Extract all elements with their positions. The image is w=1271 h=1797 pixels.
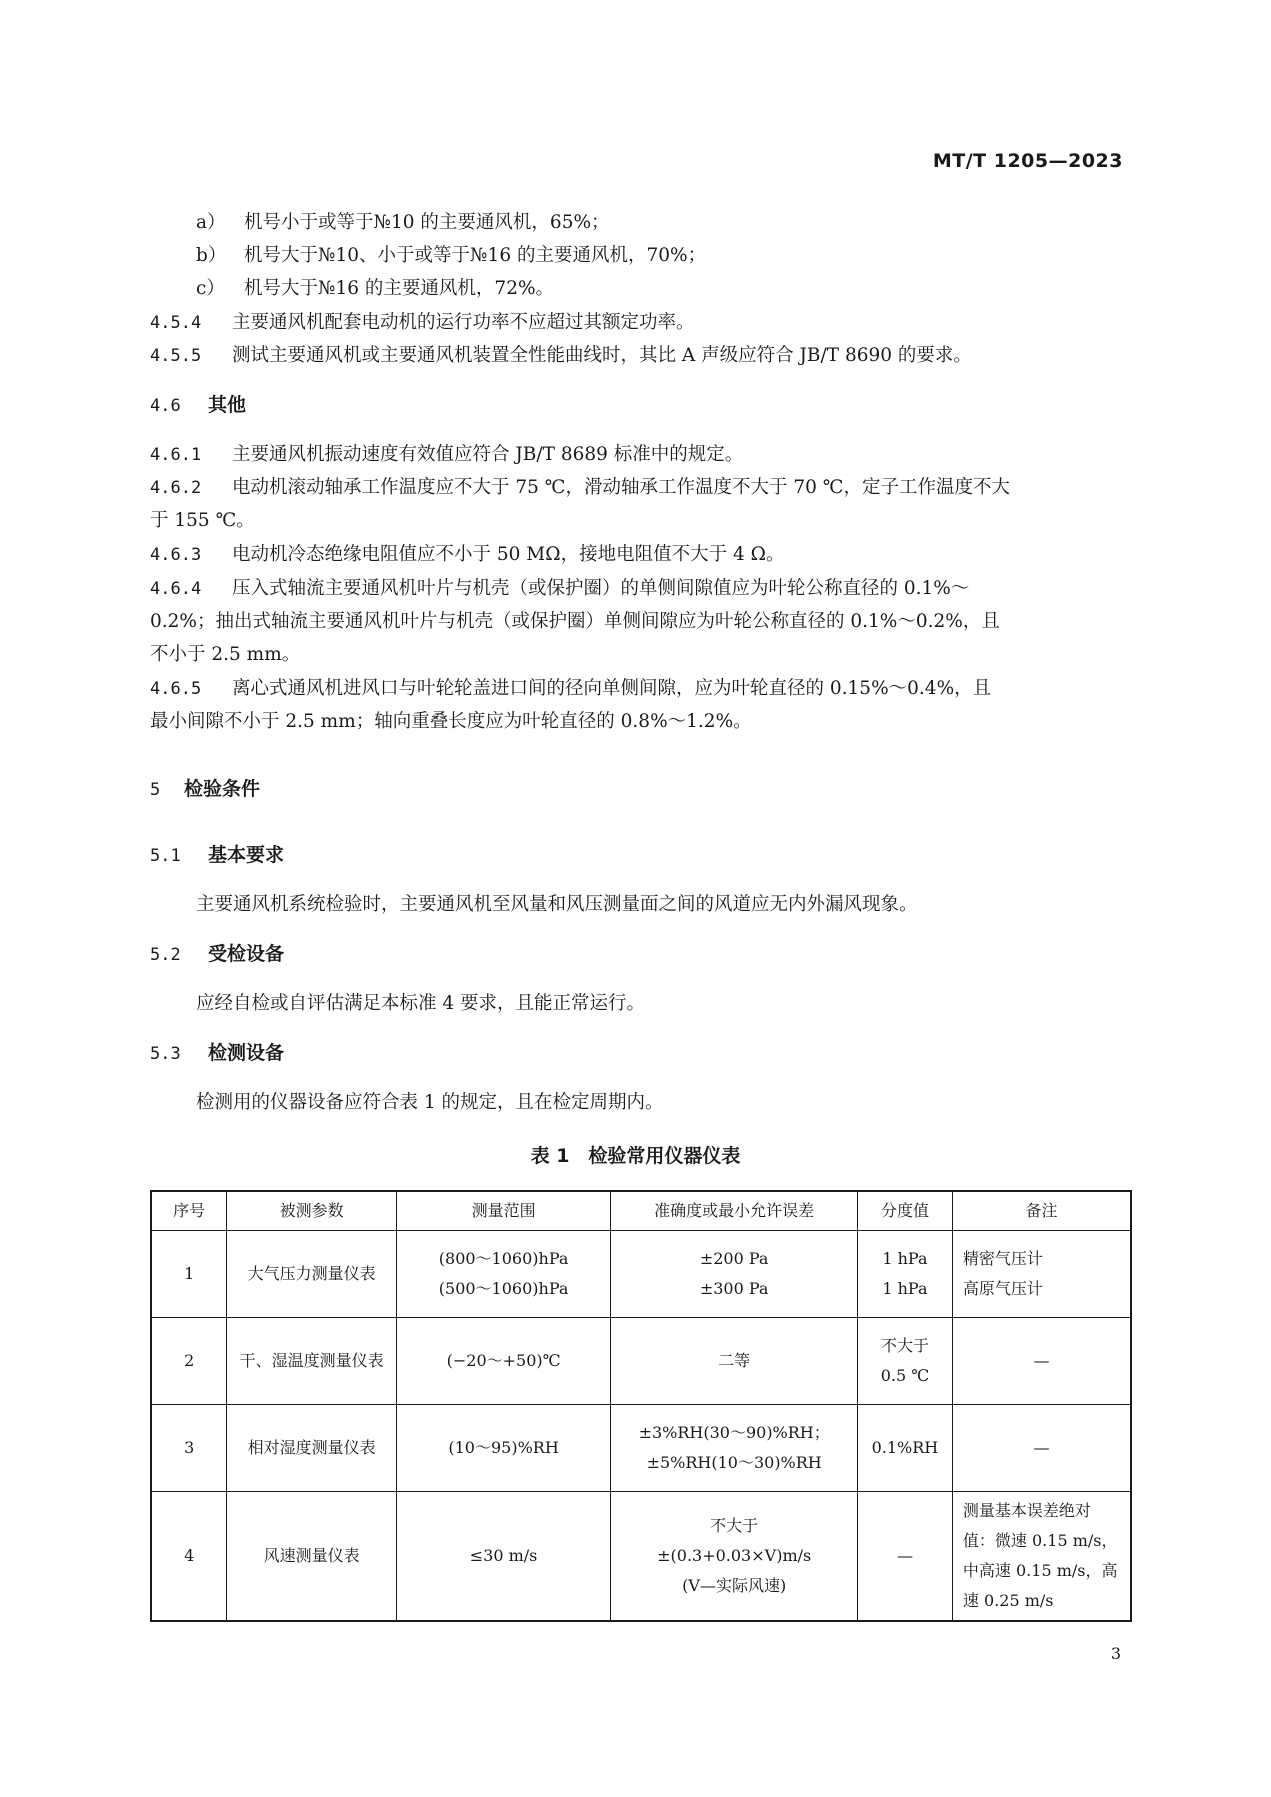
clause-4-6-3 <box>150 546 784 565</box>
section-heading-5-3 <box>150 1044 284 1063</box>
clause-4-6-5-cont: 最小间隙不小于 2.5 mm；轴向重叠长度应为叶轮直径的 0.8%～1.2%。 <box>150 711 752 732</box>
clause-number: 4.6.3 <box>150 545 202 565</box>
standard-code: MT/T 1205—2023 <box>932 150 1123 172</box>
section-heading-5 <box>150 780 260 799</box>
section-title: 基本要求 <box>208 844 285 866</box>
table-row <box>151 1491 1131 1621</box>
note-line: 速 0.25 m/s <box>962 1590 1054 1610</box>
section-number: 5.1 <box>150 846 181 866</box>
clause-number: 4.6.5 <box>150 679 202 699</box>
cell-division: 0.1%RH <box>857 1404 952 1491</box>
clause-text: 电动机滚动轴承工作温度应不大于 75 ℃，滑动轴承工作温度不大于 70 ℃，定子工作温度不大 <box>232 477 1010 498</box>
clause-text: 主要通风机振动速度有效值应符合 JB/T 8689 标准中的规定。 <box>232 444 744 465</box>
list-label: a） <box>196 212 226 233</box>
header-seq: 序号 <box>151 1191 227 1230</box>
cell-note: — <box>952 1404 1131 1491</box>
list-label: b） <box>196 245 227 266</box>
cell-accuracy <box>611 1404 858 1491</box>
clause-4-6-4-cont2: 不小于 2.5 mm。 <box>150 644 301 665</box>
cell-accuracy: 二等 <box>611 1317 858 1404</box>
cell-no: 4 <box>151 1491 227 1621</box>
section-number: 4.6 <box>150 396 181 416</box>
cell-accuracy <box>611 1491 858 1621</box>
clause-4-6-5 <box>150 680 991 699</box>
list-text: 机号小于或等于№10 的主要通风机，65%； <box>244 212 610 233</box>
clause-number: 4.6.1 <box>150 445 202 465</box>
cell-note: — <box>952 1317 1131 1404</box>
cell-param: 相对湿度测量仪表 <box>227 1404 397 1491</box>
cell-no: 2 <box>151 1317 227 1404</box>
cell-division <box>857 1317 952 1404</box>
cell-division: — <box>857 1491 952 1621</box>
note-line: 精密气压计 <box>962 1248 1043 1268</box>
section-number: 5.2 <box>150 945 181 965</box>
list-text: 机号大于№16 的主要通风机，72%。 <box>244 278 555 299</box>
division-line: 1 hPa <box>882 1248 928 1268</box>
clause-number: 4.5.4 <box>150 313 202 333</box>
cell-range <box>396 1230 611 1317</box>
section-title: 检测设备 <box>208 1042 285 1064</box>
clause-text: 离心式通风机进风口与叶轮轮盖进口间的径向单侧间隙，应为叶轮直径的 0.15%～0.4%，且 <box>232 678 992 699</box>
accuracy-line: ±3%RH(30～90)%RH； <box>638 1422 830 1442</box>
section-title: 其他 <box>208 394 247 416</box>
accuracy-line: ±300 Pa <box>699 1278 769 1298</box>
cell-range: ≤30 m/s <box>396 1491 611 1621</box>
division-line: 不大于 <box>880 1335 929 1355</box>
clause-text: 测试主要通风机或主要通风机装置全性能曲线时，其比 A 声级应符合 JB/T 8690 的要求。 <box>232 345 972 366</box>
list-item-b <box>196 247 706 266</box>
section-heading-5-2 <box>150 945 284 964</box>
clause-4-6-4-cont1: 0.2%；抽出式轴流主要通风机叶片与机壳（或保护圈）单侧间隙应为叶轮公称直径的 0.1%～0.2%，且 <box>150 611 1000 632</box>
list-item-a <box>196 214 610 233</box>
division-line: 0.5 ℃ <box>880 1365 930 1385</box>
cell-division <box>857 1230 952 1317</box>
clause-4-5-5 <box>150 347 972 366</box>
table-header-row <box>151 1191 1131 1230</box>
note-line: 高原气压计 <box>962 1278 1043 1298</box>
cell-no: 3 <box>151 1404 227 1491</box>
accuracy-line: ±5%RH(10～30)%RH <box>646 1452 822 1472</box>
list-item-c <box>196 280 554 299</box>
cell-param: 大气压力测量仪表 <box>227 1230 397 1317</box>
cell-note <box>952 1230 1131 1317</box>
paragraph-5-1: 主要通风机系统检验时，主要通风机至风量和风压测量面之间的风道应无内外漏风现象。 <box>196 894 918 915</box>
accuracy-line: 不大于 <box>710 1515 759 1535</box>
accuracy-line: ±(0.3+0.03×V)m/s <box>657 1545 812 1565</box>
note-line: 中高速 0.15 m/s，高 <box>962 1560 1118 1580</box>
clause-4-5-4 <box>150 314 695 333</box>
clause-text: 主要通风机配套电动机的运行功率不应超过其额定功率。 <box>232 312 695 333</box>
list-label: c） <box>196 278 225 299</box>
paragraph-5-3: 检测用的仪器设备应符合表 1 的规定，且在检定周期内。 <box>196 1092 664 1113</box>
clause-number: 4.6.2 <box>150 478 202 498</box>
instrument-table <box>150 1190 1132 1622</box>
accuracy-line: ±200 Pa <box>699 1248 769 1268</box>
cell-range: (10～95)%RH <box>396 1404 611 1491</box>
header-note: 备注 <box>952 1191 1131 1230</box>
clause-4-6-1 <box>150 446 743 465</box>
header-accuracy: 准确度或最小允许误差 <box>611 1191 858 1230</box>
cell-note <box>952 1491 1131 1621</box>
table-row <box>151 1317 1131 1404</box>
cell-range: (−20～+50)℃ <box>396 1317 611 1404</box>
table-caption: 表 1 检验常用仪器仪表 <box>530 1145 741 1167</box>
clause-number: 4.5.5 <box>150 346 202 366</box>
range-line: (800～1060)hPa <box>438 1248 569 1268</box>
header-range: 测量范围 <box>396 1191 611 1230</box>
section-number: 5 <box>150 780 161 800</box>
range-line: (500～1060)hPa <box>438 1278 569 1298</box>
clause-4-6-4 <box>150 580 969 599</box>
clause-text: 电动机冷态绝缘电阻值应不小于 50 MΩ，接地电阻值不大于 4 Ω。 <box>232 544 785 565</box>
division-line: 1 hPa <box>882 1278 928 1298</box>
list-text: 机号大于№10、小于或等于№16 的主要通风机，70%； <box>244 245 707 266</box>
table-row <box>151 1230 1131 1317</box>
note-line: 测量基本误差绝对 <box>962 1500 1091 1520</box>
paragraph-5-2: 应经自检或自评估满足本标准 4 要求，且能正常运行。 <box>196 993 646 1014</box>
clause-4-6-2 <box>150 479 1010 498</box>
cell-param: 风速测量仪表 <box>227 1491 397 1621</box>
section-heading-4-6 <box>150 396 246 415</box>
accuracy-line: (V—实际风速) <box>682 1575 787 1595</box>
header-param: 被测参数 <box>227 1191 397 1230</box>
section-title: 受检设备 <box>208 943 285 965</box>
clause-text: 压入式轴流主要通风机叶片与机壳（或保护圈）的单侧间隙值应为叶轮公称直径的 0.1%～ <box>232 578 970 599</box>
table-row <box>151 1404 1131 1491</box>
header-division: 分度值 <box>857 1191 952 1230</box>
note-line: 值：微速 0.15 m/s， <box>962 1530 1118 1550</box>
cell-param: 干、湿温度测量仪表 <box>227 1317 397 1404</box>
clause-4-6-2-cont: 于 155 ℃。 <box>150 510 255 531</box>
page-number: 3 <box>1110 1644 1121 1663</box>
section-heading-5-1 <box>150 846 284 865</box>
section-title: 检验条件 <box>184 778 261 800</box>
cell-accuracy <box>611 1230 858 1317</box>
section-number: 5.3 <box>150 1044 181 1064</box>
cell-no: 1 <box>151 1230 227 1317</box>
clause-number: 4.6.4 <box>150 579 202 599</box>
